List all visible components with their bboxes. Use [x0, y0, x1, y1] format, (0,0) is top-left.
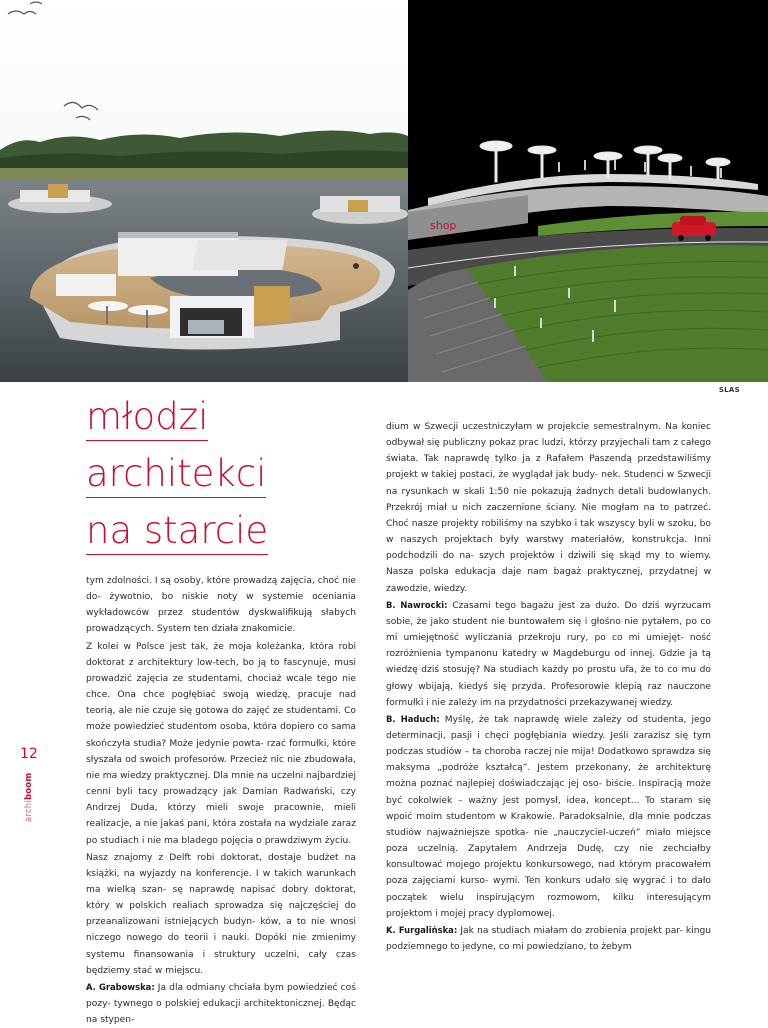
- paragraph: dium w Szwecji uczestniczyłam w projekcie semestralnym. Na koniec odbywał się publiczny pokaz prac ludzi, którzy przyjechali tam z całego świata. Tak naprawdę tylko ja z Rafałem Paszendą przedstawiliśmy projekt w takiej postaci, że wyglądał jak budy- nek. Studenci w Szwecji na rysunkach w skali 1:50 nie pokazują żadnych detali budowlanych. Przekrój miał u nich zaczernione ściany. Nie mogłam na to patrzeć. Choć nasze projekty robiliśmy na szybko i tak wszyscy byli w szoku, bo w naszych projektach były warstwy materiałów, konstrukcja. Inni podchodzili do na- szych projektów i dziwili się skąd my to wiemy. Nasza polska edukacja daje nam bagaż praktycznej, przydatnej w zawodzie, wiedzy.: [386, 422, 711, 594]
- paragraph: B. Haduch: Myślę, że tak naprawdę wiele zależy od studenta, jego determinacji, pasji i chęci pogłębiania wiedzy. Jeśli zarazisz się tym podczas studiów – ta choroba raczej nie mija! Dodatkowo sprawdza się maksyma „podróże kształcą”. Jestem przekonany, że architekturę można poznać najlepiej doświadczając jej oso- biście. Inspiracją może być cokolwiek – ważny jest pomysł, idea, koncept... To staram się wpoić moim studentom w Krakowie. Paradoksalnie, dla mnie podczas studiów najważniejsze spotka- nie „nauczyciel-uczeń” miało miejsce poza uczelnią. Zapytałem Andrzeja Dudę, czy nie zechciałby konsultować mojego projektu konkursowego, nad którym pracowałem poza zajęciami kurso- wymi. Ten konkurs udało się wygrać i to dało początek wielu inspirującym rozmowom, kilku interesującym projektom i mojej pracy dyplomowej.: [386, 713, 711, 919]
- speaker-label: B. Haduch:: [386, 713, 440, 724]
- paragraph: Z kolei w Polsce jest tak, że moja koleżanka, która robi doktorat z architektury low-tech, bo ją to fascynuje, musi prowadzić zajęcia ze studentami, chociaż wcale tego nie chce. Ona chce pogłębiać swoją wiedzę, pracuje nad teorią, ale nie czuje się gotowa do zajęć ze studentami. Co może powiedzieć studentom osoba, która dopiero co sama skończyła studia? Może jedynie powta- rzać formułki, które słyszała od swoich profesorów. Przecież nic nie zbudowała, nie ma wiedzy praktycznej. Dla mnie na uczelni najbardziej cenni byli tacy prowadzący jak Damian Radwański, czy Andrzej Duda, którzy mieli swoje pracownie, mieli realizacje, a nie jakaś pani, która została na wydziale zaraz po studiach i nie ma bladego pojęcia o prawdziwym życiu.: [86, 641, 356, 846]
- title-line-3: na starcie: [86, 508, 268, 555]
- paragraph: A. Grabowska: Ja dla odmiany chciała bym powiedzieć coś pozy- tywnego o polskiej edukacji architektonicznej. Będąc na stypen-: [86, 981, 356, 1026]
- title-line-2: architekci: [86, 451, 266, 498]
- paragraph: K. Furgalińska: Jak na studiach miałam do zrobienia projekt par- kingu podziemnego to jedyne, co mi powiedziano, to żebym: [386, 924, 712, 952]
- floating-houses-svg: [0, 0, 408, 382]
- paragraph: Nasz znajomy z Delft robi doktorat, dostaje budżet na książki, na wyjazdy na konferencje. I w takich warunkach ma wielką szan- sę naprawdę napisać dobry doktorat, który w polskich realiach sprowadza się najczęściej do przeanalizowani istniejących budyn- ków, a to nie wnosi niczego nowego do teorii i nauki. Dopóki nie zmienimy systemu finansowania i struktury uczelni, cały czas będziemy stać w miejscu.: [86, 852, 356, 976]
- speaker-label: A. Grabowska:: [86, 981, 155, 992]
- shop-sign: shop: [430, 219, 457, 232]
- speaker-label: B. Nawrocki:: [386, 599, 448, 610]
- paragraph: B. Nawrocki: Czasami tego bagażu jest za dużo. Do dziś wyrzucam sobie, że jako student nie buntowałem się i głośno nie pytałem, po co mi umiejętność wyliczania przekroju rury, po co mi umiejęt- ność rozróżnienia tympanonu katedry w Magdeburgu od innej. Gdzie ja tą wiedzę dziś stosuję? Na studiach każdy po prostu ufa, że to co mu do głowy wbijają, kiedyś się przyda. Profesorowie klepią raz nauczone formułki i nie zależy im na przydatności przekazywanej wiedzy.: [386, 599, 711, 708]
- magazine-brand: [24, 773, 34, 822]
- speaker-label: K. Furgalińska:: [386, 924, 458, 935]
- brand-prefix: archi: [24, 800, 34, 822]
- night-plaza-svg: [408, 0, 768, 382]
- left-column: [86, 572, 356, 1028]
- floating-house-back-right: [312, 196, 408, 224]
- page-number: 12: [20, 746, 38, 762]
- night-plaza-render: [408, 0, 768, 382]
- title-line-1: młodzi: [86, 394, 208, 441]
- article-title: [86, 388, 346, 559]
- floating-houses-render: [0, 0, 408, 382]
- brand-suffix: boom: [24, 772, 34, 801]
- photo-credit: SLAS: [718, 386, 740, 394]
- right-column: [386, 418, 711, 955]
- paragraph: tym zdolności. I są osoby, które prowadzą zajęcia, choć nie do- żywotnio, bo niskie noty w systemie oceniania wykładowców przez studentów dyskwalifikują słabych prowadzących. System ten działa znakomicie.: [86, 576, 356, 635]
